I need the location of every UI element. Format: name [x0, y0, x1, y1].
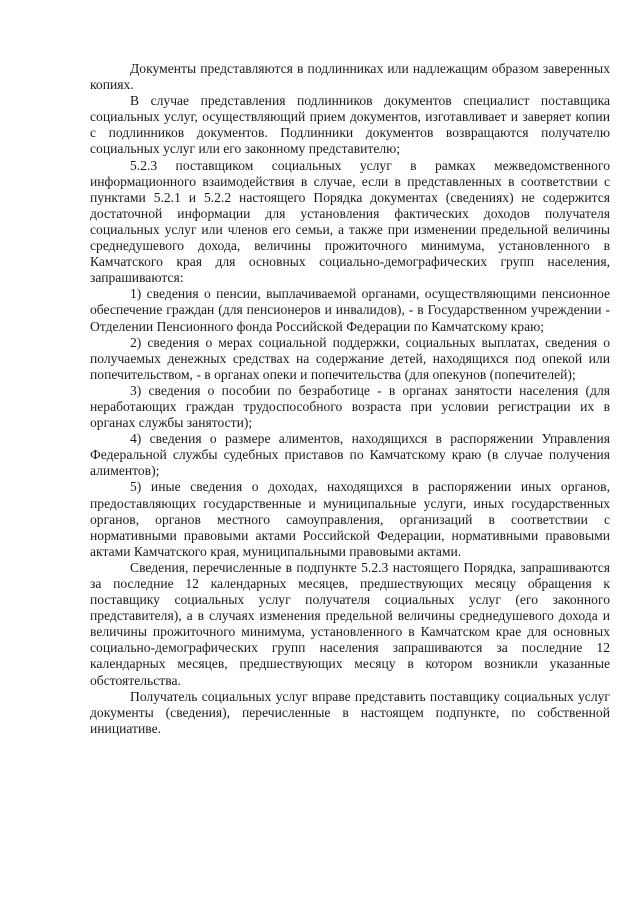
list-item-social-support: 2) сведения о мерах социальной поддержки, социальных выплатах, сведения о получаемых денежных средствах на содержание детей, находящихся под опекой или попечительством, - в органах опеки и попечительства (для опекунов (попечителей);: [90, 334, 610, 382]
list-item-alimony: 4) сведения о размере алиментов, находящихся в распоряжении Управления Федеральной службы судебных приставов по Камчатскому краю (в случае получения алиментов);: [90, 431, 610, 479]
paragraph-request-period: Сведения, перечисленные в подпункте 5.2.3 настоящего Порядка, запрашиваются за последние 12 календарных месяцев, предшествующих месяцу обращения к поставщику социальных услуг получателя социальных услуг (его законного представителя), а в случаях изменения предельной величины среднедушевого дохода и величины прожиточного минимума, установленного в Камчатском крае для основных социально-демографических групп населения запрашиваются за последние 12 календарных месяцев, предшествующих месяцу в котором возникли указанные обстоятельства.: [90, 559, 610, 688]
paragraph-documents-originals: Документы представляются в подлинниках или надлежащим образом заверенных копиях.: [90, 61, 610, 93]
list-item-pension: 1) сведения о пенсии, выплачиваемой органами, осуществляющими пенсионное обеспечение граждан (для пенсионеров и инвалидов), - в Государственном учреждении - Отделении Пенсионного фонда Российской Федерации по Камчатскому краю;: [90, 286, 610, 334]
paragraph-originals-copies: В случае представления подлинников документов специалист поставщика социальных услуг, осуществляющий прием документов, изготавливает и заверяет копии с подлинников документов. Подлинники документов возвращаются получателю социальных услуг или его законному представителю;: [90, 93, 610, 157]
paragraph-own-initiative: Получатель социальных услуг вправе представить поставщику социальных услуг документы (сведения), перечисленные в настоящем подпункте, по собственной инициативе.: [90, 688, 610, 736]
paragraph-5-2-3: 5.2.3 поставщиком социальных услуг в рамках межведомственного информационного взаимодействия в случае, если в представленных в соответствии с пунктами 5.2.1 и 5.2.2 настоящего Порядка документах (сведениях) не содержится достаточной информации для установления фактических доходов получателя социальных услуг или членов его семьи, а также при изменении предельной величины среднедушевого дохода, величины прожиточного минимума, установленного в Камчатского края для основных социально-демографических групп населения, запрашиваются:: [90, 157, 610, 286]
document-page: [90, 61, 610, 737]
list-item-unemployment: 3) сведения о пособии по безработице - в органах занятости населения (для неработающих граждан трудоспособного возраста при условии регистрации их в органах службы занятости);: [90, 382, 610, 431]
list-item-other-income: 5) иные сведения о доходах, находящихся в распоряжении иных органов, предоставляющих государственные и муниципальные услуги, иных государственных органов, органов местного самоуправления, организаций в соответствии с нормативными правовыми актами Российской Федерации, нормативными правовыми актами Камчатского края, муниципальными правовыми актами.: [90, 479, 610, 559]
